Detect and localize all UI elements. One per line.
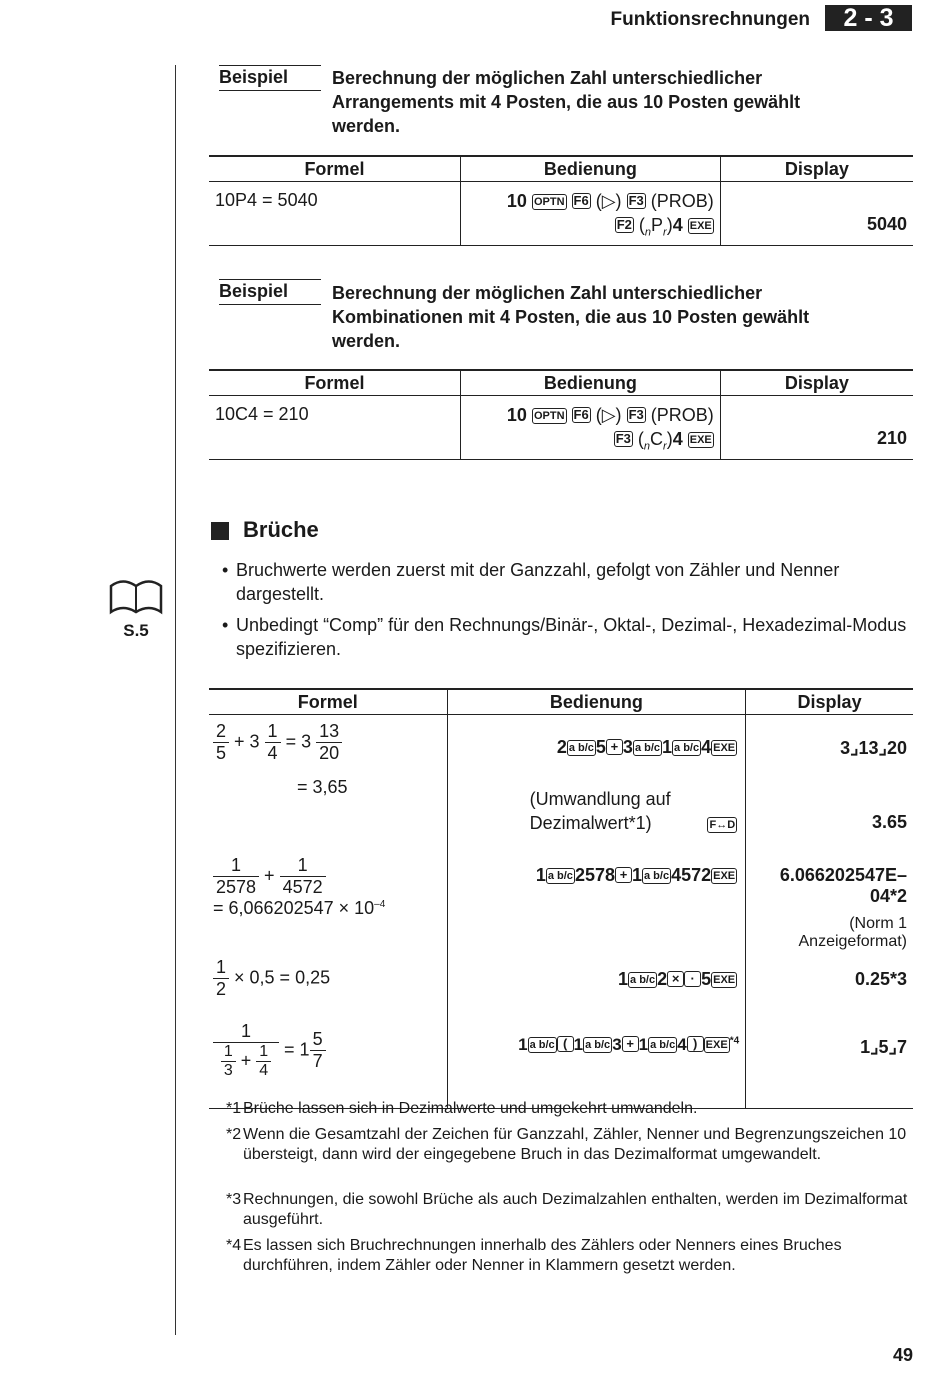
book-icon [108,576,164,616]
operation-cell: 1 a b/c 2 × · 5 EXE [447,951,746,1015]
open-paren-key-icon: ( [557,1036,574,1052]
footnote-text: Wenn die Gesamtzahl der Zeichen für Ganzzahl, Zähler, Nenner und Begrenzungszeichen 10 übersteigt, dann wird der eingegebene Bruch in das Dezimalformat umgewandelt. [243,1126,907,1163]
display-value: 1⌟5⌟7 [860,1036,907,1057]
f2-key-icon: F2 [616,217,632,232]
bullet-item: • Bruchwerte werden zuerst mit der Ganzzahl, gefolgt von Zähler und Nenner dargestellt. [222,558,912,606]
footnote-text: Es lassen sich Bruchrechnungen innerhalb des Zählers oder Nenners eines Bruches durchführen, indem Zähler oder Nenner in Klammern gesetzt werden. [243,1237,842,1274]
operation-cell: 1 a b/c 2578 + 1 a b/c 4572 EXE [447,849,746,951]
f6-key-icon: F6 [573,407,589,422]
table-header-formula: Formel [209,689,447,715]
table-header-display: Display [720,370,913,396]
table-header-formula: Formel [209,370,460,396]
display-value: 3.65 [871,811,907,832]
fraction-key-icon: a b/c [634,742,661,754]
example-2-description: Berechnung der möglichen Zahl unterschiedlicher Kombinationen mit 4 Posten, die aus 10 Posten gewählt werden. [332,283,810,351]
reference-label: S.5 [123,621,149,640]
exe-key-icon: EXE [713,973,736,986]
optn-key-icon: OPTN [533,196,565,208]
section-square-icon [211,522,229,540]
section-title: Brüche [243,517,319,542]
footnote-text: Rechnungen, die sowohl Brüche als auch Dezimalzahlen enthalten, werden im Dezimalformat ausgeführt. [243,1191,908,1228]
page-number: 49 [892,1345,913,1365]
margin-rule [175,65,176,1335]
exe-key-icon: EXE [689,434,712,446]
table-header-display: Display [746,689,913,715]
plus-key-icon: + [606,739,623,755]
formula-combination: 10C4 = 210 [215,404,309,424]
example-1-label-box [209,65,321,91]
bullet-item: • Unbedingt “Comp” für den Rechnungs/Binär-, Oktal-, Dezimal-, Hexadezimal-Modus spezifizieren. [222,613,912,661]
f6-key-icon: F6 [573,193,589,208]
footnote-mark: *4 [226,1237,242,1254]
display-cell [746,849,913,951]
table-row [209,1015,913,1109]
formula-cell: $\frac{1}{2578}$ + $\frac{1}{4572}$ = $6,066202547 \times 10^{-4}$ [213,854,386,918]
operation-cell: 10 OPTN F6 (▷) F3 (PROB) F3 $(_nC_r)4$ EXE [460,396,720,460]
fraction-key-icon: a b/c [650,1038,676,1051]
table-header-display: Display [720,156,913,182]
f3-key-icon: F3 [628,193,644,208]
table-row [209,715,913,777]
formula-cell: 1 $\frac{1}{3}$ + $\frac{1}{4}$ = 1 $\frac{5}{7}$ [209,1015,447,1109]
footnote [226,1190,916,1230]
page-header-title: Funktionsrechnungen [610,9,810,30]
table-row [209,951,913,1015]
f3-key-icon: F3 [615,431,631,446]
table-row [209,777,913,849]
footnote [226,1125,916,1165]
example-2-label-box [209,279,321,305]
fraction-key-icon: a b/c [644,869,670,882]
plus-key-icon: + [622,1036,639,1052]
fraction-key-icon: a b/c [630,973,656,986]
display-cell [746,951,913,1015]
footnote-mark: *1 [226,1100,242,1117]
footnote-text: Brüche lassen sich in Dezimalwerte und umgekehrt umwandeln. [243,1100,698,1117]
example-2-label: Beispiel [219,279,321,305]
exe-key-icon: EXE [713,869,736,882]
conversion-note: (Umwandlung auf Dezimalwert*1) [529,788,671,833]
close-paren-key-icon: ) [687,1036,704,1052]
display-cell [746,715,913,777]
table-header-operation: Bedienung [447,689,746,715]
fraction-key-icon: a b/c [547,869,573,882]
fraction-key-icon: a b/c [674,742,700,754]
table-header-formula: Formel [209,156,460,182]
display-value: 5040 [866,214,907,234]
display-cell [720,182,913,246]
example-1-description: Berechnung der möglichen Zahl unterschiedlicher Arrangements mit 4 Posten, die aus 10 Posten gewählt werden. [332,68,801,136]
display-cell [746,1015,913,1109]
display-cell [746,777,913,849]
optn-key-icon: OPTN [533,410,565,422]
operation-cell [447,777,746,849]
fraction-key-icon: a b/c [585,1038,611,1051]
chapter-badge: 2 - 3 [825,5,912,31]
example-1-table [209,155,913,246]
formula-permutation: 10P4 = 5040 [215,190,318,210]
display-value: 3⌟13⌟20 [840,738,907,758]
formula-cell [209,182,460,246]
display-value: 210 [876,428,907,448]
formula-cell: = 3,65 [297,776,348,797]
table-row [209,849,913,951]
display-format-note: (Norm 1 Anzeigeformat) [798,914,907,950]
plus-key-icon: + [615,867,632,883]
exe-key-icon: EXE [713,742,736,754]
multiply-key-icon: × [667,971,684,987]
fraction-key-icon: a b/c [568,742,594,754]
exe-key-icon: EXE [689,220,712,232]
decimal-point-key-icon: · [684,971,701,987]
formula-cell: $\frac{1}{2}$ × 0,5 = 0,25 [209,951,447,1015]
footnote [226,1099,916,1119]
fraction-key-icon: a b/c [529,1038,555,1051]
fraction-decimal-key-icon: F↔D [709,818,736,831]
footnote [226,1236,916,1276]
footnote-mark: *3 [226,1191,242,1208]
operation-cell: 1 a b/c ( 1 a b/c 3 + 1 a b/c 4 ) EXE $^{*4}$ [447,1015,746,1109]
f3-key-icon: F3 [628,407,644,422]
footnote-mark: *2 [226,1126,242,1143]
table-header-operation: Bedienung [460,370,720,396]
example-2-table [209,369,913,460]
example-1-label: Beispiel [219,65,321,91]
formula-cell [209,396,460,460]
display-value: 6.066202547E–04*2 [779,864,907,906]
display-value: 0.25*3 [854,968,907,989]
manual-reference [108,576,164,641]
operation-cell: 2 a b/c 5 + 3 a b/c 1 a b/c 4 EXE [447,715,746,777]
bullet-text: Unbedingt “Comp” für den Rechnungs/Binär-, Oktal-, Dezimal-, Hexadezimal-Modus spezifizieren. [236,615,907,659]
exe-key-icon: EXE [705,1038,728,1051]
fractions-table [209,688,913,1109]
bullet-text: Bruchwerte werden zuerst mit der Ganzzahl, gefolgt von Zähler und Nenner dargestellt. [236,560,840,604]
display-cell [720,396,913,460]
operation-cell: 10 OPTN F6 (▷) F3 (PROB) F2 $(_nP_r)4$ EXE [460,182,720,246]
formula-cell: $\frac{2}{5}$ + 3 $\frac{1}{4}$ = 3 $\frac{13}{20}$ [209,715,447,777]
table-header-operation: Bedienung [460,156,720,182]
